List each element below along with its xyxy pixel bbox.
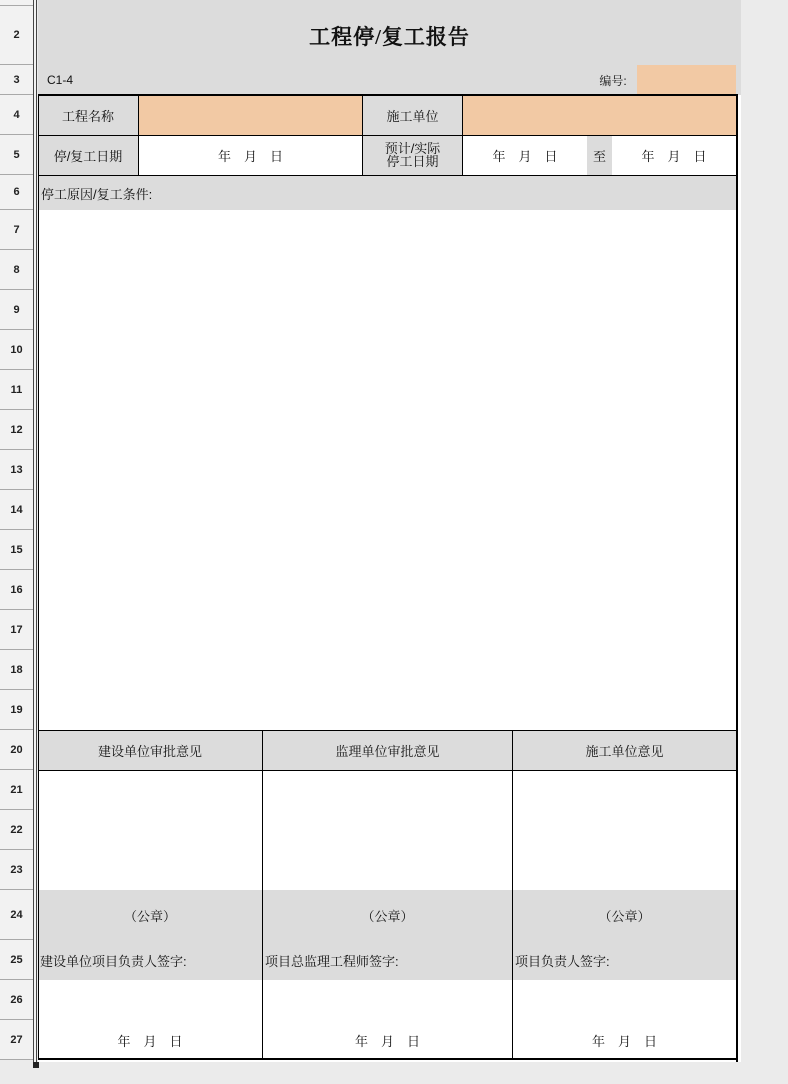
row-header[interactable]: 16 bbox=[0, 570, 33, 610]
border-line bbox=[38, 1058, 738, 1060]
sheet-bottom-margin bbox=[38, 1062, 742, 1084]
row-header[interactable]: 15 bbox=[0, 530, 33, 570]
stop-resume-date-label: 停/复工日期 bbox=[53, 148, 123, 164]
row-header[interactable]: 7 bbox=[0, 210, 33, 250]
row-header[interactable]: 20 bbox=[0, 730, 33, 770]
planned-actual-label-line1: 预计/实际 bbox=[384, 141, 441, 156]
planned-actual-label-line2: 停工日期 bbox=[386, 154, 439, 169]
row-header[interactable]: 17 bbox=[0, 610, 33, 650]
row-header[interactable]: 6 bbox=[0, 175, 33, 210]
border-line bbox=[38, 94, 738, 96]
border-line bbox=[38, 175, 736, 176]
border-line bbox=[38, 730, 736, 731]
row-header[interactable]: 11 bbox=[0, 370, 33, 410]
border-line bbox=[38, 770, 736, 771]
owner-opinion-input[interactable] bbox=[38, 771, 262, 890]
owner-date[interactable]: 年 月 日 bbox=[117, 1033, 183, 1049]
row-header[interactable]: 24 bbox=[0, 890, 33, 940]
row-header[interactable]: 13 bbox=[0, 450, 33, 490]
row-header[interactable]: 19 bbox=[0, 690, 33, 730]
row-header[interactable]: 3 bbox=[0, 65, 33, 95]
number-label: 编号: bbox=[599, 73, 627, 88]
contractor-label: 施工单位 bbox=[386, 108, 439, 124]
sheet-right-margin bbox=[742, 0, 788, 1084]
contractor-input-cell[interactable] bbox=[463, 96, 736, 135]
contractor-seal: （公章） bbox=[598, 908, 651, 924]
contractor-date[interactable]: 年 月 日 bbox=[591, 1033, 657, 1049]
freeze-pane-divider[interactable] bbox=[33, 0, 37, 1064]
row-header[interactable]: 23 bbox=[0, 850, 33, 890]
row-header[interactable]: 14 bbox=[0, 490, 33, 530]
form-code[interactable]: C1-4 bbox=[47, 73, 74, 87]
border-line bbox=[38, 95, 39, 1060]
row-header[interactable]: 12 bbox=[0, 410, 33, 450]
owner-opinion-header: 建设单位审批意见 bbox=[97, 743, 202, 759]
row-header[interactable]: 25 bbox=[0, 940, 33, 980]
row-header[interactable]: 8 bbox=[0, 250, 33, 290]
row-header[interactable]: 2 bbox=[0, 6, 33, 65]
reason-label: 停工原因/复工条件: bbox=[41, 186, 153, 202]
row-header[interactable]: 26 bbox=[0, 980, 33, 1020]
project-name-label: 工程名称 bbox=[61, 108, 114, 124]
number-input-cell[interactable] bbox=[637, 65, 736, 95]
border-line bbox=[462, 95, 463, 175]
project-name-input-cell[interactable] bbox=[139, 96, 362, 135]
border-line bbox=[138, 95, 139, 175]
planned-start-date-cell[interactable]: 年 月 日 bbox=[492, 148, 558, 164]
row-header[interactable]: 9 bbox=[0, 290, 33, 330]
supervisor-opinion-input[interactable] bbox=[263, 771, 512, 890]
contractor-opinion-header: 施工单位意见 bbox=[585, 743, 664, 759]
border-line bbox=[512, 730, 513, 1060]
row-header[interactable]: 22 bbox=[0, 810, 33, 850]
row-header[interactable]: 27 bbox=[0, 1020, 33, 1060]
planned-actual-label bbox=[363, 135, 462, 175]
border-line bbox=[736, 94, 738, 1062]
row-header[interactable]: 4 bbox=[0, 95, 33, 135]
row-header[interactable]: 18 bbox=[0, 650, 33, 690]
row-header[interactable]: 10 bbox=[0, 330, 33, 370]
form-title[interactable]: 工程停/复工报告 bbox=[309, 24, 470, 49]
supervisor-signature-label: 项目总监理工程师签字: bbox=[265, 953, 399, 969]
worksheet bbox=[38, 0, 741, 1062]
owner-signature-label: 建设单位项目负责人签字: bbox=[40, 953, 187, 969]
owner-seal: （公章） bbox=[123, 908, 176, 924]
stop-resume-date-cell[interactable]: 年 月 日 bbox=[217, 148, 283, 164]
contractor-opinion-input[interactable] bbox=[513, 771, 736, 890]
reason-input-area[interactable] bbox=[38, 210, 736, 730]
planned-end-date-cell[interactable]: 年 月 日 bbox=[641, 148, 707, 164]
border-line bbox=[262, 730, 263, 1060]
row-header[interactable]: 5 bbox=[0, 135, 33, 175]
row-header-column bbox=[0, 0, 34, 1062]
supervisor-date[interactable]: 年 月 日 bbox=[354, 1033, 420, 1049]
to-label: 至 bbox=[592, 148, 606, 164]
supervisor-seal: （公章） bbox=[361, 908, 414, 924]
contractor-signature-label: 项目负责人签字: bbox=[515, 953, 610, 969]
row-header[interactable]: 21 bbox=[0, 770, 33, 810]
resize-handle[interactable] bbox=[33, 1062, 39, 1068]
border-line bbox=[362, 95, 363, 175]
supervisor-opinion-header: 监理单位审批意见 bbox=[335, 743, 440, 759]
border-line bbox=[38, 135, 736, 136]
